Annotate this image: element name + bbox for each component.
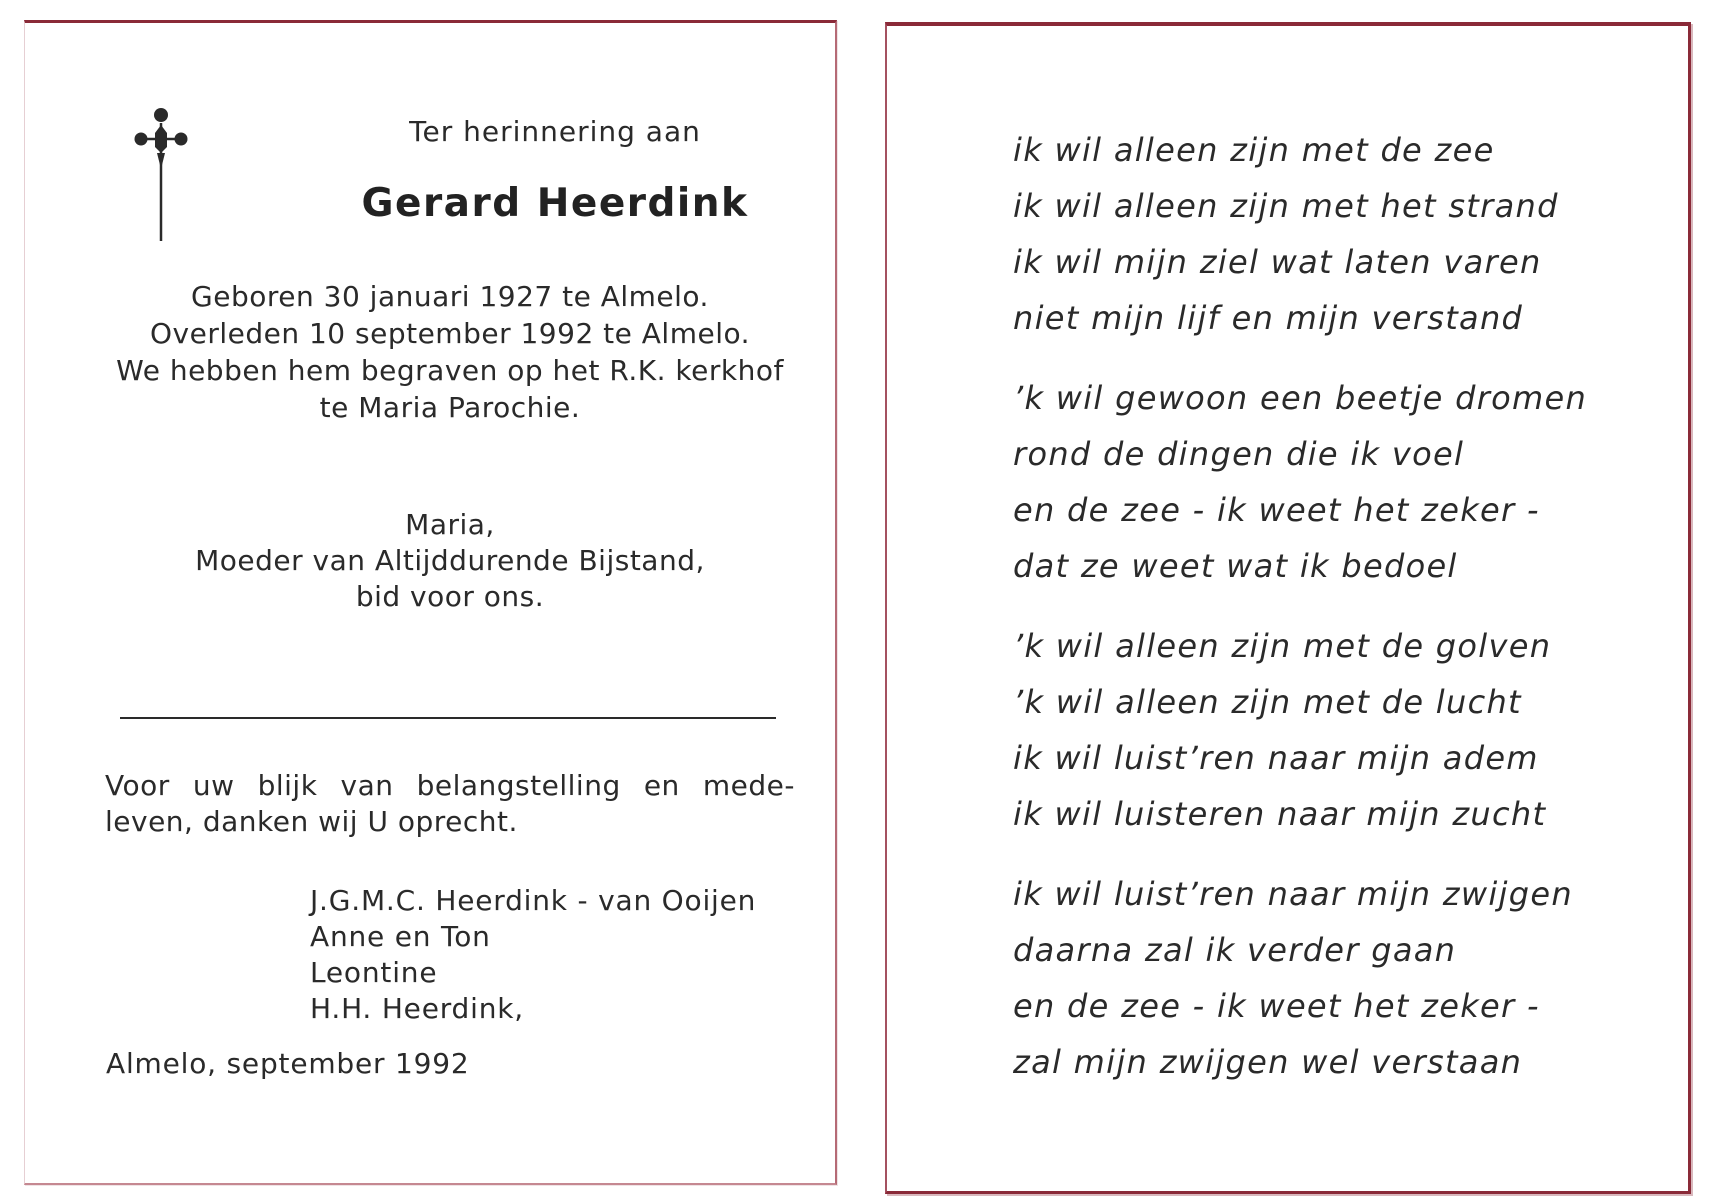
poem-line: zal mijn zwijgen wel verstaan xyxy=(1013,1043,1523,1081)
poem-line: ik wil luist’ren naar mijn zwijgen xyxy=(1013,875,1573,913)
family-names xyxy=(310,883,810,1027)
bio-line-burial: We hebben hem begraven op het R.K. kerkhof xyxy=(116,354,784,387)
divider-line xyxy=(120,717,776,719)
poem-line: ik wil mijn ziel wat laten varen xyxy=(1013,243,1542,281)
prayer-line: Moeder van Altijddurende Bijstand, xyxy=(195,544,705,577)
prayer-line: bid voor ons. xyxy=(355,580,545,613)
bio-block xyxy=(105,278,795,426)
poem-line: ik wil luist’ren naar mijn adem xyxy=(1013,739,1539,777)
poem-line: niet mijn lijf en mijn verstand xyxy=(1013,299,1524,337)
poem-line: dat ze weet wat ik bedoel xyxy=(1013,547,1458,585)
prayer-line: Maria, xyxy=(405,508,495,541)
poem-line: rond de dingen die ik voel xyxy=(1013,435,1465,473)
poem-stanza-3 xyxy=(1013,618,1673,842)
bio-line-parish: te Maria Parochie. xyxy=(319,391,581,424)
poem-line: en de zee - ik weet het zeker - xyxy=(1013,491,1540,529)
poem-line: ik wil alleen zijn met het strand xyxy=(1013,187,1559,225)
poem-line: daarna zal ik verder gaan xyxy=(1013,931,1457,969)
prayer-block xyxy=(105,507,795,615)
thanks-text: Voor uw blijk van belangstelling en mede-leven, danken wij U oprecht. xyxy=(105,769,795,838)
memorial-card-front xyxy=(24,20,837,1185)
family-member: J.G.M.C. Heerdink - van Ooijen xyxy=(310,884,757,917)
poem-line: ik wil luisteren naar mijn zucht xyxy=(1013,795,1547,833)
poem-line: ’k wil alleen zijn met de lucht xyxy=(1013,683,1522,721)
poem-line: ’k wil gewoon een beetje dromen xyxy=(1013,379,1588,417)
family-member: H.H. Heerdink, xyxy=(310,992,524,1025)
intro-text: Ter herinnering aan xyxy=(409,115,701,148)
poem-line: ik wil alleen zijn met de zee xyxy=(1013,131,1495,169)
poem-stanza-2 xyxy=(1013,370,1673,594)
poem-line: en de zee - ik weet het zeker - xyxy=(1013,987,1540,1025)
poem-stanza-4 xyxy=(1013,866,1673,1090)
bio-line-death: Overleden 10 september 1992 te Almelo. xyxy=(149,317,751,350)
poem-stanza-1 xyxy=(1013,122,1673,346)
poem-line: ’k wil alleen zijn met de golven xyxy=(1013,627,1552,665)
memorial-card-poem xyxy=(885,22,1691,1194)
bio-line-birth: Geboren 30 januari 1927 te Almelo. xyxy=(191,280,709,313)
place-date: Almelo, september 1992 xyxy=(106,1047,470,1080)
family-member: Anne en Ton xyxy=(310,920,491,953)
poem xyxy=(1013,122,1673,1114)
deceased-name: Gerard Heerdink xyxy=(361,181,749,226)
family-member: Leontine xyxy=(310,956,438,989)
cross-icon xyxy=(131,93,191,243)
